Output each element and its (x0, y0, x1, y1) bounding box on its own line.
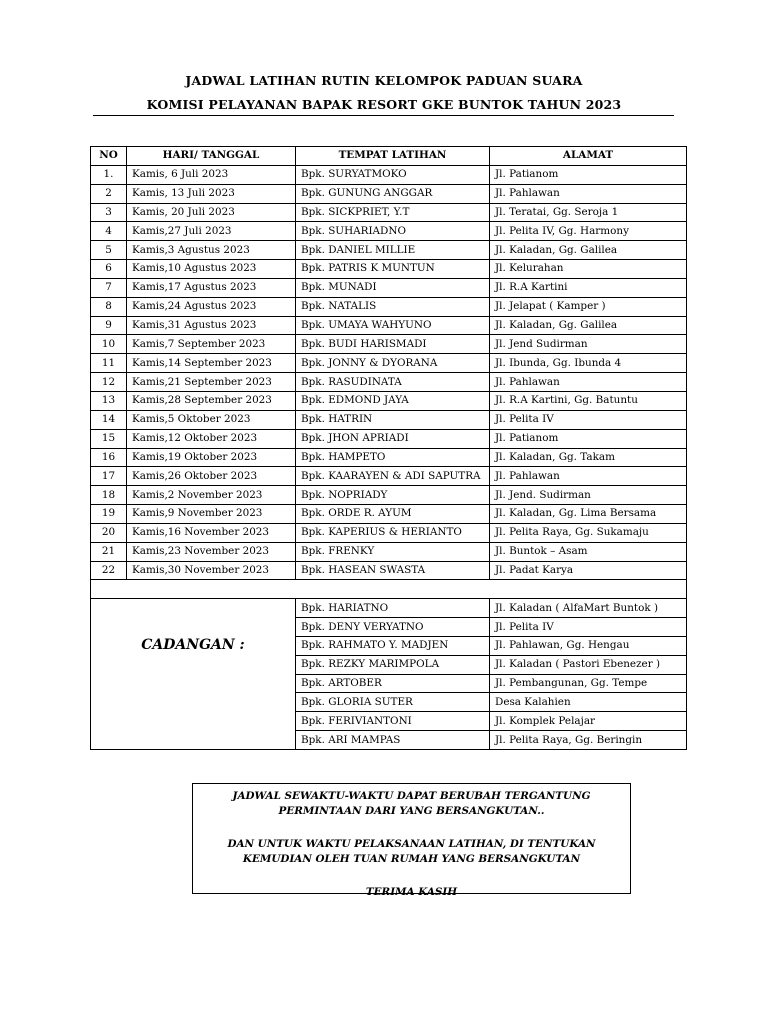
row-date: Kamis,17 Agustus 2023 (127, 278, 296, 297)
document-title: JADWAL LATIHAN RUTIN KELOMPOK PADUAN SUARA (185, 73, 583, 88)
row-address: Jl. Kaladan, Gg. Galilea (490, 316, 687, 335)
col-header-date: HARI/ TANGGAL (127, 147, 296, 166)
row-date: Kamis,19 Oktober 2023 (127, 448, 296, 467)
row-date: Kamis,12 Oktober 2023 (127, 429, 296, 448)
row-date: Kamis,28 September 2023 (127, 391, 296, 410)
table-row (91, 203, 687, 222)
reserve-place: Bpk. ARI MAMPAS (296, 731, 490, 750)
row-date: Kamis,10 Agustus 2023 (127, 260, 296, 279)
row-place: Bpk. JHON APRIADI (296, 429, 490, 448)
row-place: Bpk. SUHARIADNO (296, 222, 490, 241)
row-number: 12 (91, 373, 127, 392)
note-box (192, 783, 631, 898)
row-address: Jl. Pelita Raya, Gg. Sukamaju (490, 523, 687, 542)
row-place: Bpk. DANIEL MILLIE (296, 241, 490, 260)
row-address: Jl. Pahlawan (490, 467, 687, 486)
reserve-place: Bpk. FERIVIANTONI (296, 712, 490, 731)
schedule-table (90, 146, 687, 750)
row-address: Jl. Buntok – Asam (490, 542, 687, 561)
row-address: Jl. R.A Kartini (490, 278, 687, 297)
row-number: 10 (91, 335, 127, 354)
reserve-place: Bpk. REZKY MARIMPOLA (296, 655, 490, 674)
row-number: 15 (91, 429, 127, 448)
row-place: Bpk. RASUDINATA (296, 373, 490, 392)
row-date: Kamis, 20 Juli 2023 (127, 203, 296, 222)
note-change-notice: JADWAL SEWAKTU-WAKTU DAPAT BERUBAH TERGANTUNG PERMINTAAN DARI YANG BERSANGKUTAN.. (232, 790, 591, 817)
row-place: Bpk. HATRIN (296, 410, 490, 429)
reserve-place: Bpk. GLORIA SUTER (296, 693, 490, 712)
table-row (91, 410, 687, 429)
row-date: Kamis,27 Juli 2023 (127, 222, 296, 241)
row-address: Jl. Pelita IV, Gg. Harmony (490, 222, 687, 241)
row-date: Kamis,5 Oktober 2023 (127, 410, 296, 429)
row-place: Bpk. SICKPRIET, Y.T (296, 203, 490, 222)
row-address: Jl. Teratai, Gg. Seroja 1 (490, 203, 687, 222)
row-address: Jl. Padat Karya (490, 561, 687, 580)
reserve-row (91, 599, 687, 618)
row-date: Kamis,7 September 2023 (127, 335, 296, 354)
row-number: 5 (91, 241, 127, 260)
table-row (91, 523, 687, 542)
row-place: Bpk. FRENKY (296, 542, 490, 561)
schedule-body (91, 165, 687, 749)
table-row (91, 561, 687, 580)
row-place: Bpk. KAARAYEN & ADI SAPUTRA (296, 467, 490, 486)
row-address: Jl. R.A Kartini, Gg. Batuntu (490, 391, 687, 410)
row-number: 20 (91, 523, 127, 542)
row-place: Bpk. MUNADI (296, 278, 490, 297)
row-address: Jl. Kaladan, Gg. Lima Bersama (490, 505, 687, 524)
table-row (91, 222, 687, 241)
table-row (91, 165, 687, 184)
table-row (91, 241, 687, 260)
row-place: Bpk. BUDI HARISMADI (296, 335, 490, 354)
reserve-address: Jl. Pembangunan, Gg. Tempe (490, 674, 687, 693)
reserve-address: Jl. Kaladan ( Pastori Ebenezer ) (490, 655, 687, 674)
row-number: 7 (91, 278, 127, 297)
table-row (91, 505, 687, 524)
row-address: Jl. Pelita IV (490, 410, 687, 429)
row-place: Bpk. HAMPETO (296, 448, 490, 467)
reserve-label: CADANGAN : (141, 637, 245, 654)
title-underline (93, 115, 674, 116)
row-address: Jl. Kelurahan (490, 260, 687, 279)
table-header-row (91, 147, 687, 166)
separator-cell (91, 580, 687, 599)
row-place: Bpk. NATALIS (296, 297, 490, 316)
reserve-place: Bpk. HARIATNO (296, 599, 490, 618)
table-row (91, 260, 687, 279)
row-number: 19 (91, 505, 127, 524)
row-place: Bpk. EDMOND JAYA (296, 391, 490, 410)
row-number: 21 (91, 542, 127, 561)
reserve-place: Bpk. DENY VERYATNO (296, 618, 490, 637)
reserve-label-cell (91, 599, 296, 750)
row-number: 6 (91, 260, 127, 279)
row-number: 13 (91, 391, 127, 410)
table-row (91, 448, 687, 467)
table-row (91, 297, 687, 316)
row-address: Jl. Kaladan, Gg. Galilea (490, 241, 687, 260)
table-row (91, 354, 687, 373)
table-row (91, 184, 687, 203)
row-number: 9 (91, 316, 127, 335)
row-date: Kamis, 6 Juli 2023 (127, 165, 296, 184)
table-row (91, 335, 687, 354)
row-place: Bpk. JONNY & DYORANA (296, 354, 490, 373)
row-date: Kamis,21 September 2023 (127, 373, 296, 392)
table-row (91, 278, 687, 297)
table-row (91, 542, 687, 561)
col-header-address: ALAMAT (490, 147, 687, 166)
reserve-place: Bpk. ARTOBER (296, 674, 490, 693)
reserve-place: Bpk. RAHMATO Y. MADJEN (296, 636, 490, 655)
reserve-address: Jl. Pelita IV (490, 618, 687, 637)
col-header-place: TEMPAT LATIHAN (296, 147, 490, 166)
row-number: 18 (91, 486, 127, 505)
note-thanks: TERIMA KASIH (365, 886, 458, 898)
reserve-address: Jl. Pahlawan, Gg. Hengau (490, 636, 687, 655)
row-date: Kamis,26 Oktober 2023 (127, 467, 296, 486)
row-address: Jl. Kaladan, Gg. Takam (490, 448, 687, 467)
row-date: Kamis,16 November 2023 (127, 523, 296, 542)
row-number: 1. (91, 165, 127, 184)
table-row (91, 373, 687, 392)
row-address: Jl. Jend. Sudirman (490, 486, 687, 505)
reserve-address: Jl. Komplek Pelajar (490, 712, 687, 731)
note-time-notice: DAN UNTUK WAKTU PELAKSANAAN LATIHAN, DI TENTUKAN KEMUDIAN OLEH TUAN RUMAH YANG BERSANGKUTAN (227, 838, 596, 865)
row-date: Kamis,23 November 2023 (127, 542, 296, 561)
row-date: Kamis,3 Agustus 2023 (127, 241, 296, 260)
row-date: Kamis,24 Agustus 2023 (127, 297, 296, 316)
row-number: 16 (91, 448, 127, 467)
reserve-address: Jl. Kaladan ( AlfaMart Buntok ) (490, 599, 687, 618)
row-place: Bpk. UMAYA WAHYUNO (296, 316, 490, 335)
separator-row (91, 580, 687, 599)
row-number: 11 (91, 354, 127, 373)
row-date: Kamis,14 September 2023 (127, 354, 296, 373)
reserve-address: Jl. Pelita Raya, Gg. Beringin (490, 731, 687, 750)
row-date: Kamis, 13 Juli 2023 (127, 184, 296, 203)
row-place: Bpk. NOPRIADY (296, 486, 490, 505)
table-row (91, 486, 687, 505)
row-number: 17 (91, 467, 127, 486)
row-number: 22 (91, 561, 127, 580)
row-address: Jl. Ibunda, Gg. Ibunda 4 (490, 354, 687, 373)
row-number: 8 (91, 297, 127, 316)
reserve-address: Desa Kalahien (490, 693, 687, 712)
document-subtitle: KOMISI PELAYANAN BAPAK RESORT GKE BUNTOK TAHUN 2023 (146, 97, 622, 112)
row-number: 14 (91, 410, 127, 429)
row-place: Bpk. KAPERIUS & HERIANTO (296, 523, 490, 542)
row-place: Bpk. GUNUNG ANGGAR (296, 184, 490, 203)
row-address: Jl. Pahlawan (490, 184, 687, 203)
row-number: 4 (91, 222, 127, 241)
row-address: Jl. Patianom (490, 429, 687, 448)
row-place: Bpk. ORDE R. AYUM (296, 505, 490, 524)
row-date: Kamis,2 November 2023 (127, 486, 296, 505)
row-address: Jl. Pahlawan (490, 373, 687, 392)
row-number: 3 (91, 203, 127, 222)
table-row (91, 467, 687, 486)
table-row (91, 391, 687, 410)
row-address: Jl. Jelapat ( Kamper ) (490, 297, 687, 316)
row-date: Kamis,30 November 2023 (127, 561, 296, 580)
col-header-no: NO (91, 147, 127, 166)
row-address: Jl. Jend Sudirman (490, 335, 687, 354)
row-date: Kamis,31 Agustus 2023 (127, 316, 296, 335)
row-place: Bpk. HASEAN SWASTA (296, 561, 490, 580)
row-address: Jl. Patianom (490, 165, 687, 184)
table-row (91, 316, 687, 335)
row-place: Bpk. PATRIS K MUNTUN (296, 260, 490, 279)
row-place: Bpk. SURYATMOKO (296, 165, 490, 184)
row-date: Kamis,9 November 2023 (127, 505, 296, 524)
table-row (91, 429, 687, 448)
row-number: 2 (91, 184, 127, 203)
